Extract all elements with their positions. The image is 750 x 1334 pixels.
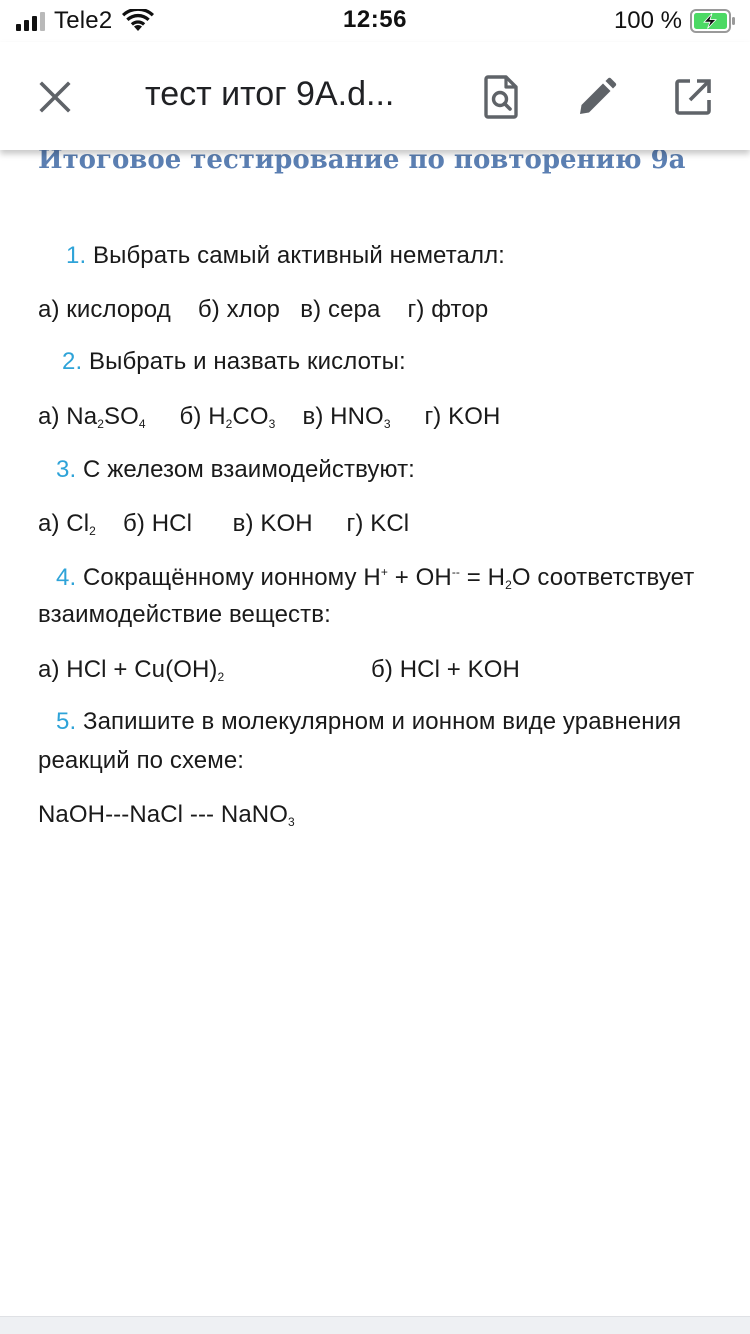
answers-1 <box>38 296 488 324</box>
battery-charging-icon <box>690 9 736 33</box>
question-text: Выбрать и назвать кислоты: <box>89 348 406 375</box>
answer-d: г) KOH <box>424 403 501 430</box>
open-externally-button[interactable] <box>666 70 720 124</box>
question-text: Запишите в молекулярном и ионном виде уравнения <box>83 708 682 735</box>
edit-pencil-icon <box>577 77 617 117</box>
answer-a: а) $Cl_2$ <box>38 510 96 538</box>
battery-percent: 100 % <box>613 7 682 34</box>
question-5-continued: реакций по схеме: <box>38 747 245 774</box>
carrier-name: Tele2 <box>54 7 113 34</box>
bottom-edge <box>0 1316 750 1334</box>
answer-d: г) фтор <box>407 296 489 323</box>
open-external-icon <box>674 78 712 116</box>
answer-b: б) $H_2CO_3$ <box>179 403 276 431</box>
answer-d: г) KCl <box>346 510 410 537</box>
question-number: 1. <box>66 242 87 269</box>
find-in-document-button[interactable] <box>474 70 528 124</box>
question-4-continued: взаимодействие веществ: <box>38 601 331 628</box>
answer-b: б) HCl + KOH <box>371 656 520 683</box>
question-4 <box>56 564 694 592</box>
question-3 <box>56 456 415 484</box>
status-bar <box>0 0 750 42</box>
question-text: С железом взаимодействуют: <box>83 456 415 483</box>
question-2 <box>62 348 406 376</box>
reaction-scheme: NaOH---NaCl --- NaNO$_3$ <box>38 801 295 829</box>
question-5 <box>56 708 681 736</box>
document-title: тест итог 9А.d... <box>145 75 395 113</box>
question-number: 3. <box>56 456 77 483</box>
answer-c: в) KOH <box>232 510 313 537</box>
status-right <box>614 7 736 35</box>
answer-a: а) HCl + $Cu(OH)_2$ <box>38 656 225 684</box>
question-number: 4. <box>56 564 77 591</box>
answer-c: в) $HNO_3$ <box>302 403 391 431</box>
app-bar <box>0 42 750 150</box>
answer-c: в) сера <box>300 296 381 323</box>
question-number: 2. <box>62 348 83 375</box>
question-text: Сокращённому ионному $H^+ + OH^{--} = H_2O$ соответствует <box>83 564 695 592</box>
document-heading: Итоговое тестирование по повторению 9а <box>38 150 686 175</box>
answer-b: б) хлор <box>197 296 280 323</box>
answer-a: а) кислород <box>38 296 171 323</box>
question-text: Выбрать самый активный неметалл: <box>93 242 505 269</box>
edit-button[interactable] <box>570 70 624 124</box>
close-button[interactable] <box>30 72 80 122</box>
answers-2 <box>38 403 500 431</box>
question-number: 5. <box>56 708 77 735</box>
answer-a: а) $Na_2SO_4$ <box>38 403 146 431</box>
question-1 <box>66 242 505 270</box>
answer-b: б) HCl <box>123 510 193 537</box>
status-time: 12:56 <box>343 6 407 33</box>
document-page[interactable] <box>0 150 750 1316</box>
answers-3 <box>38 510 409 538</box>
close-icon <box>39 81 71 113</box>
find-in-page-icon <box>483 75 519 119</box>
